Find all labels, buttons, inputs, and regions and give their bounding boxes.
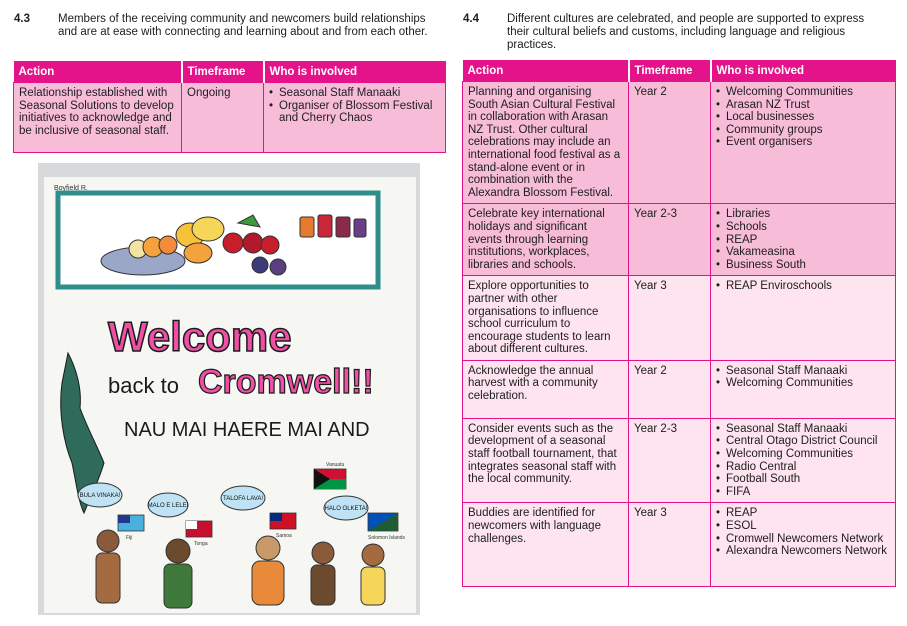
table-header-row xyxy=(463,60,896,82)
timeframe-cell: Year 3 xyxy=(629,276,711,361)
who-list xyxy=(716,208,890,271)
table-row xyxy=(463,204,896,276)
table-header-row xyxy=(14,61,446,83)
poster-title-cromwell: Cromwell!! xyxy=(198,363,374,401)
timeframe-cell: Year 2-3 xyxy=(629,418,711,503)
flag-label-solomon: Solomon Islands xyxy=(368,535,405,541)
table-row xyxy=(463,418,896,503)
who-list xyxy=(716,280,890,293)
who-item: • Business South xyxy=(716,259,890,272)
goal-number: 4.3 xyxy=(14,13,30,25)
timeframe-cell: Year 2 xyxy=(629,82,711,204)
who-cell xyxy=(711,276,896,361)
bubble-samoa: TALOFA LAVA! xyxy=(222,496,264,502)
action-cell: Buddies are identified for newcomers with language challenges. xyxy=(463,503,629,587)
who-item: • Vakameasina xyxy=(716,246,890,259)
who-item: • Seasonal Staff Manaaki xyxy=(269,87,440,100)
action-cell: Celebrate key international holidays and significant events through learning institutions, workplaces, libraries and schools. xyxy=(463,204,629,276)
who-list xyxy=(269,87,440,125)
table-row xyxy=(14,83,446,153)
header-who: Who is involved xyxy=(264,61,446,83)
header-timeframe: Timeframe xyxy=(182,61,264,83)
poster-subtitle: NAU MAI HAERE MAI AND xyxy=(124,419,370,441)
who-item: • REAP Enviroschools xyxy=(716,280,890,293)
action-cell: Consider events such as the development of a seasonal staff football tournament, that integrates seasonal staff with the local community. xyxy=(463,418,629,503)
who-item: • Arasan NZ Trust xyxy=(716,99,890,112)
bubble-solomon: HALO OLKETA! xyxy=(324,506,368,512)
table-row xyxy=(463,82,896,204)
fruit-frame xyxy=(58,193,378,287)
header-timeframe: Timeframe xyxy=(629,60,711,82)
poster-title-welcome: Welcome xyxy=(108,313,292,360)
table-row xyxy=(463,503,896,587)
flag-label-fiji: Fiji xyxy=(126,535,133,541)
who-item: • REAP xyxy=(716,234,890,247)
who-cell xyxy=(711,418,896,503)
action-cell: Planning and organising South Asian Cultural Festival in collaboration with Arasan NZ Trust. Other cultural celebrations may include an international food festival as a stand-alone event or in combination with the Alexandra Blossom Festival. xyxy=(463,82,629,204)
action-cell: Relationship established with Seasonal Solutions to develop initiatives to acknowledge and be inclusive of seasonal staff. xyxy=(14,83,182,153)
header-action: Action xyxy=(463,60,629,82)
who-item: • Cromwell Newcomers Network xyxy=(716,533,890,546)
bubble-fiji: BULA VINAKA! xyxy=(79,493,121,499)
who-list xyxy=(716,86,890,149)
who-cell xyxy=(711,360,896,418)
who-cell xyxy=(264,83,446,153)
action-table-4-4 xyxy=(462,60,896,587)
who-item: • Welcoming Communities xyxy=(716,377,890,390)
who-item: • Central Otago District Council xyxy=(716,435,890,448)
who-list xyxy=(716,365,890,390)
who-item: • Welcoming Communities xyxy=(716,448,890,461)
header-action: Action xyxy=(14,61,182,83)
who-item: • Seasonal Staff Manaaki xyxy=(716,365,890,378)
who-list xyxy=(716,423,890,499)
who-item: • Radio Central xyxy=(716,461,890,474)
action-cell: Explore opportunities to partner with other organisations to influence school curriculum to encourage students to learn about different cultures. xyxy=(463,276,629,361)
timeframe-cell: Year 2 xyxy=(629,360,711,418)
who-item: • Local businesses xyxy=(716,111,890,124)
who-item: • ESOL xyxy=(716,520,890,533)
action-table-4-3 xyxy=(13,61,446,153)
who-list xyxy=(716,507,890,557)
table-body xyxy=(14,83,446,153)
header-who: Who is involved xyxy=(711,60,896,82)
who-cell xyxy=(711,503,896,587)
who-item: • Libraries xyxy=(716,208,890,221)
flag-label-tonga: Tonga xyxy=(194,541,208,547)
who-item: • Alexandra Newcomers Network xyxy=(716,545,890,558)
who-cell xyxy=(711,82,896,204)
poster-signature: Boyfield R. xyxy=(54,185,88,192)
timeframe-cell: Ongoing xyxy=(182,83,264,153)
who-item: • Community groups xyxy=(716,124,890,137)
goal-number: 4.4 xyxy=(463,13,479,25)
action-cell: Acknowledge the annual harvest with a community celebration. xyxy=(463,360,629,418)
poster-title-back-to: back to xyxy=(108,373,179,398)
who-item: • REAP xyxy=(716,507,890,520)
table-body xyxy=(463,82,896,587)
timeframe-cell: Year 2-3 xyxy=(629,204,711,276)
welcome-poster-image xyxy=(38,163,420,615)
who-item: • Schools xyxy=(716,221,890,234)
timeframe-cell: Year 3 xyxy=(629,503,711,587)
who-item: • Event organisers xyxy=(716,136,890,149)
who-item: • Football South xyxy=(716,473,890,486)
table-row xyxy=(463,276,896,361)
who-item: • Seasonal Staff Manaaki xyxy=(716,423,890,436)
flag-label-samoa: Samoa xyxy=(276,533,292,539)
who-item: • Organiser of Blossom Festival and Cherry Chaos xyxy=(269,100,440,125)
who-item: • Welcoming Communities xyxy=(716,86,890,99)
goal-text: Different cultures are celebrated, and people are supported to express their cultural beliefs and customs, including language and religious practices. xyxy=(507,13,865,51)
bubble-tonga: MALO E LELEI xyxy=(147,503,189,509)
who-cell xyxy=(711,204,896,276)
table-row xyxy=(463,360,896,418)
who-item: • FIFA xyxy=(716,486,890,499)
goal-text: Members of the receiving community and newcomers build relationships and are at ease with connecting and learning about and from each other. xyxy=(58,13,428,38)
flag-label-vanuatu: Vanuatu xyxy=(326,462,345,468)
